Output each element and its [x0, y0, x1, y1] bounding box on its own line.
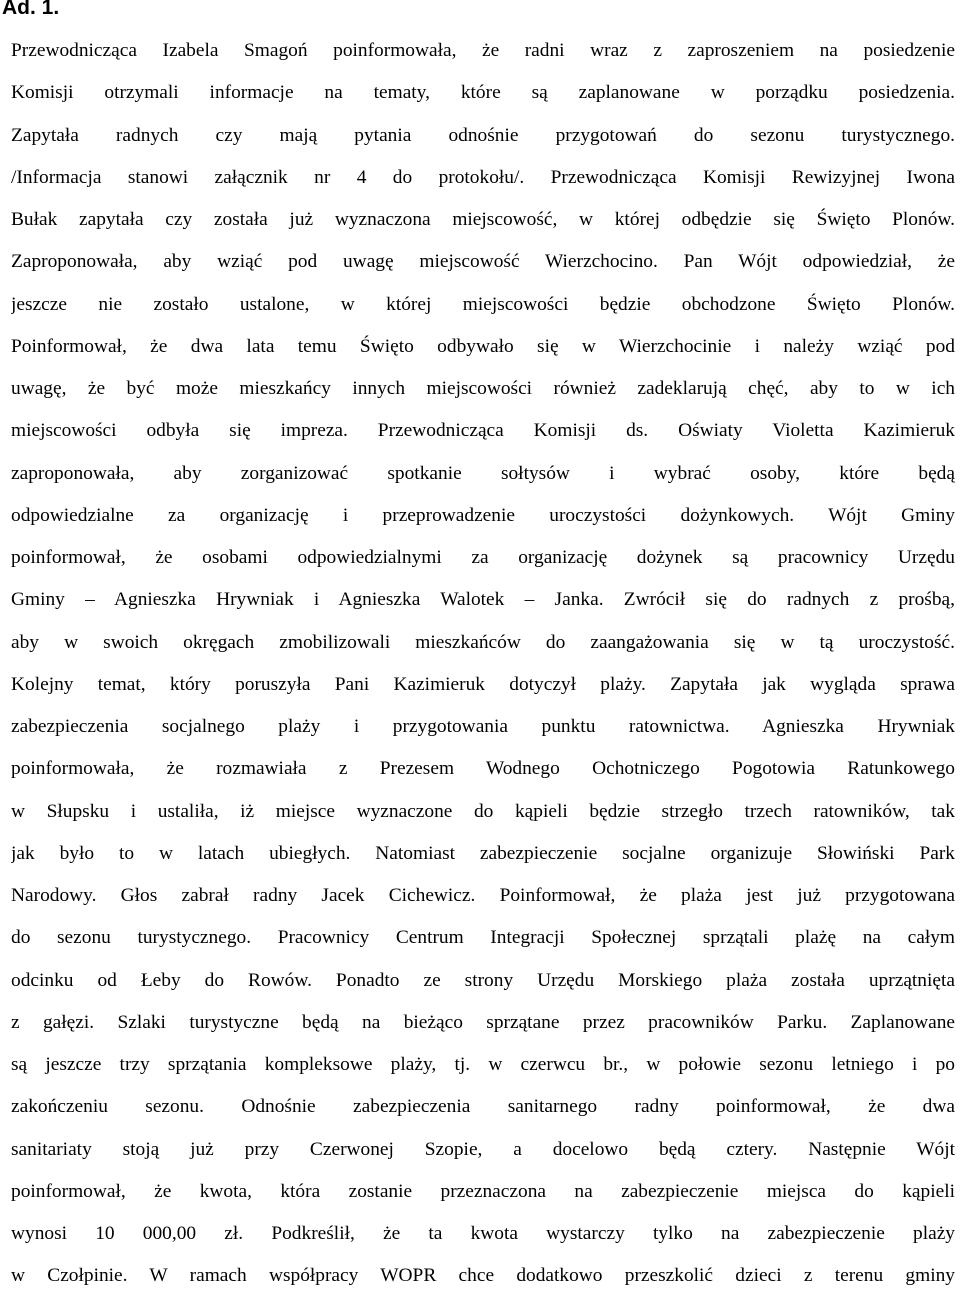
text-line: w Słupsku i ustaliła, iż miejsce wyznaczone do kąpieli będzie strzegło trzech ratowników, tak — [11, 800, 955, 822]
text-line: aby w swoich okręgach zmobilizowali mieszkańców do zaangażowania się w tą uroczystość. — [11, 631, 955, 653]
text-line: poinformował, że osobami odpowiedzialnymi za organizację dożynek są pracownicy Urzędu — [11, 547, 955, 568]
text-line: sanitariaty stoją już przy Czerwonej Szopie, a docelowo będą cztery. Następnie Wójt — [11, 1138, 955, 1160]
text-line: odcinku od Łeby do Rowów. Ponadto ze strony Urzędu Morskiego plaża została uprzątnięta — [11, 969, 955, 991]
text-line: Poinformował, że dwa lata temu Święto odbywało się w Wierzchocinie i należy wziąć pod — [11, 335, 955, 357]
text-line: odpowiedzialne za organizację i przeprowadzenie uroczystości dożynkowych. Wójt Gminy — [11, 504, 955, 526]
text-line: Bułak zapytała czy została już wyznaczona miejscowość, w której odbędzie się Święto Plonów. — [11, 209, 955, 230]
text-line: jak było to w latach ubiegłych. Natomiast zabezpieczenie socjalne organizuje Słowiński Park — [11, 842, 955, 864]
text-line: miejscowości odbyła się impreza. Przewodnicząca Komisji ds. Oświaty Violetta Kazimieruk — [11, 420, 955, 442]
text-line: uwagę, że być może mieszkańcy innych miejscowości również zadeklarują chęć, aby to w ich — [11, 378, 955, 399]
text-line: do sezonu turystycznego. Pracownicy Centrum Integracji Społecznej sprzątali plażę na całym — [11, 927, 955, 949]
text-line: zakończeniu sezonu. Odnośnie zabezpieczenia sanitarnego radny poinformował, że dwa — [11, 1096, 955, 1118]
text-line: wynosi 10 000,00 zł. Podkreślił, że ta kwota wystarczy tylko na zabezpieczenie plaży — [11, 1223, 955, 1244]
text-line: zabezpieczenia socjalnego plaży i przygotowania punktu ratownictwa. Agnieszka Hrywniak — [11, 716, 955, 737]
text-line: Gminy – Agnieszka Hrywniak i Agnieszka Walotek – Janka. Zwrócił się do radnych z prośbą, — [11, 589, 955, 611]
text-line: Narodowy. Głos zabrał radny Jacek Cichewicz. Poinformował, że plaża jest już przygotowana — [11, 885, 955, 906]
section-heading: Ad. 1. — [2, 0, 60, 19]
text-line: Zapytała radnych czy mają pytania odnośnie przygotowań do sezonu turystycznego. — [11, 124, 955, 146]
text-line: Zaproponowała, aby wziąć pod uwagę miejscowość Wierzchocino. Pan Wójt odpowiedział, że — [11, 251, 955, 273]
text-line: w Czołpinie. W ramach współpracy WOPR chce dodatkowo przeszkolić dzieci z terenu gminy — [11, 1265, 955, 1287]
text-line: Kolejny temat, który poruszyła Pani Kazimieruk dotyczył plaży. Zapytała jak wygląda sprawa — [11, 673, 955, 695]
text-line: Komisji otrzymali informacje na tematy, które są zaplanowane w porządku posiedzenia. — [11, 82, 955, 104]
text-line: poinformował, że kwota, która zostanie przeznaczona na zabezpieczenie miejsca do kąpieli — [11, 1180, 955, 1202]
text-line: poinformowała, że rozmawiała z Prezesem Wodnego Ochotniczego Pogotowia Ratunkowego — [11, 758, 955, 780]
text-line: zaproponowała, aby zorganizować spotkanie sołtysów i wybrać osoby, które będą — [11, 462, 955, 484]
text-line: /Informacja stanowi załącznik nr 4 do protokołu/. Przewodnicząca Komisji Rewizyjnej Iwona — [11, 166, 955, 188]
document-body-text — [11, 30, 955, 1293]
text-line: z gałęzi. Szlaki turystyczne będą na bieżąco sprzątane przez pracowników Parku. Zaplanowane — [11, 1011, 955, 1033]
text-line: Przewodnicząca Izabela Smagoń poinformowała, że radni wraz z zaproszeniem na posiedzenie — [11, 40, 955, 61]
text-line: są jeszcze trzy sprzątania kompleksowe plaży, tj. w czerwcu br., w połowie sezonu letniego i po — [11, 1054, 955, 1075]
text-line: jeszcze nie zostało ustalone, w której miejscowości będzie obchodzone Święto Plonów. — [11, 293, 955, 315]
